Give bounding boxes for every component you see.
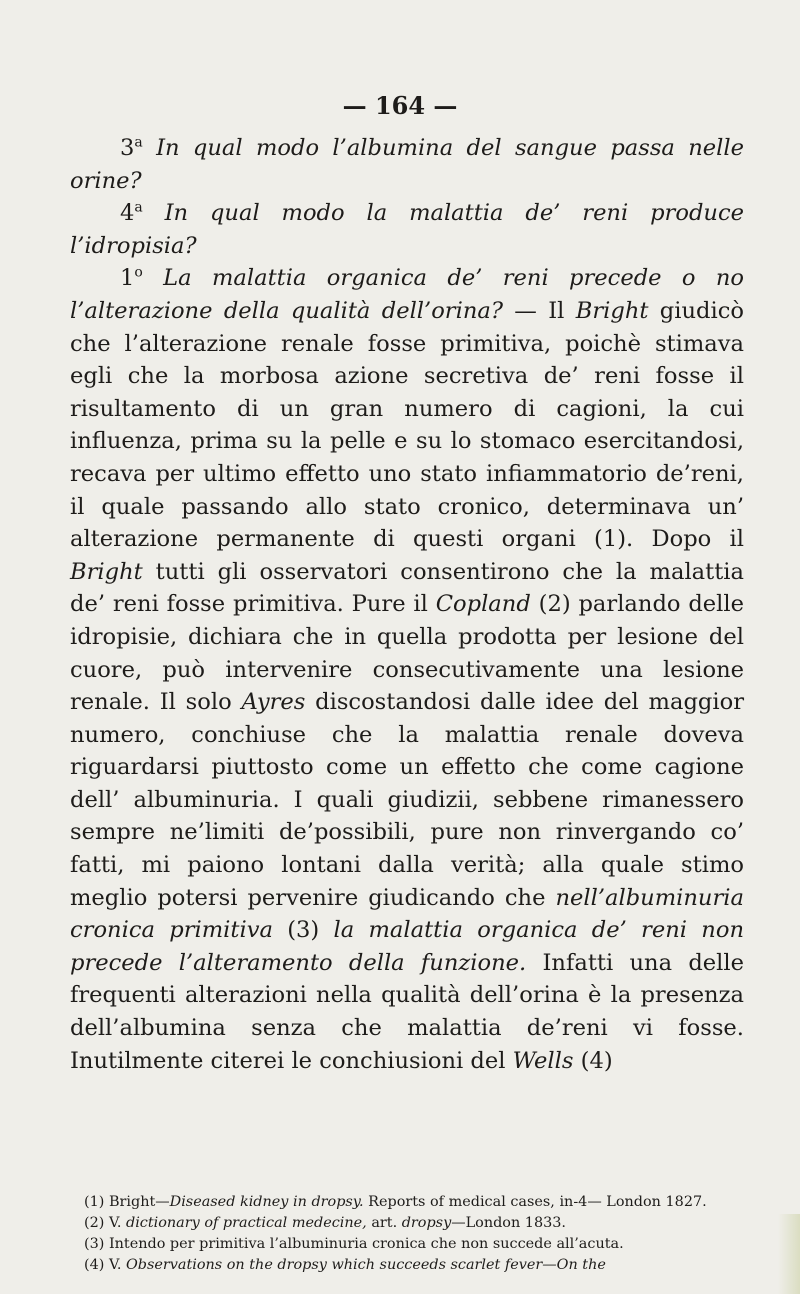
question-3	[70, 132, 744, 197]
footnote-1	[84, 1192, 746, 1213]
paragraph-1-ordinal: o	[134, 264, 143, 281]
footnote-title: dictionary of practical medecine,	[125, 1215, 367, 1231]
question-4-number: 4	[120, 200, 135, 227]
text-run: (4)	[573, 1047, 613, 1074]
author-copland: Copland	[435, 591, 531, 618]
author-ayres: Ayres	[241, 689, 306, 716]
footnote-text: (1) Bright—	[84, 1194, 170, 1210]
text-run: giudicò che l’alterazione renale fosse primitiva, poichè stimava egli che la morbosa azione secretiva de’ reni fosse il risultamento di un gran numero di cagioni, la cui influenza, prima su la pelle e su lo stomaco esercitandosi, recava per ultimo effetto uno stato infiammatorio de’reni, il quale passando allo stato cronico, determinava un’ alterazione permanente di questi organi (1). Dopo il	[70, 297, 744, 553]
paragraph-1-number: 1	[120, 265, 135, 292]
text-run: Infatti una delle frequenti alterazioni nella qualità dell’orina è la presenza dell’albumina senza che malattia de’reni vi fosse. Inutilmente citerei le conchiusioni del	[70, 949, 744, 1074]
page-edge-stain	[778, 1214, 800, 1294]
author-wells: Wells	[512, 1047, 574, 1074]
footnote-text: (2) V.	[84, 1215, 126, 1231]
footnote-text: (4) V.	[84, 1257, 126, 1273]
footnote-title: Diseased kidney in dropsy.	[169, 1194, 364, 1210]
footnote-title: dropsy	[401, 1215, 452, 1231]
text-run: tutti gli osservatori consentirono che la malattia de’ reni fosse primitiva. Pure il	[70, 558, 744, 618]
text-run: discostandosi dalle idee del maggior numero, conchiuse che la malattia renale doveva riguardarsi piuttosto come un effetto che come cagione dell’ albuminuria. I quali giudizii, sebbene rimanessero sempre ne’limiti de’possibili, pure non rinvergando co’ fatti, mi paiono lontani dalla verità; alla quale stimo meglio potersi pervenire giudicando che	[70, 689, 744, 911]
footnote-text: art.	[366, 1215, 402, 1231]
page-number: — 164 —	[342, 91, 458, 120]
main-text	[70, 132, 744, 1077]
author-bright: Bright	[575, 297, 649, 324]
footnote-text: —London 1833.	[451, 1215, 566, 1231]
footnote-title: Observations on the dropsy which succeeds scarlet fever—On the	[125, 1257, 606, 1273]
text-run: — Il	[502, 297, 576, 324]
question-3-number: 3	[120, 135, 135, 161]
text-run: (3)	[272, 917, 334, 944]
footnote-3: (3) Intendo per primitiva l’albuminuria cronica che non succede all’acuta.	[84, 1236, 624, 1252]
footnote-2	[84, 1213, 746, 1234]
text-run: (2) parlando delle idropisie, dichiara che in quella prodotta per lesione del cuore, può intervenire consecutivamente una lesione renale. Il solo	[70, 591, 744, 716]
footnotes	[84, 1192, 746, 1276]
paragraph-1-question: La malattia organica de’ reni precede o no l’alterazione della qualità dell’orina?	[70, 265, 744, 324]
question-4-text: In qual modo la malattia de’ reni produce l’idropisia?	[70, 200, 744, 259]
author-bright: Bright	[70, 558, 143, 585]
question-4	[70, 197, 744, 262]
question-4-ordinal: a	[134, 199, 143, 216]
question-3-text: In qual modo l’albumina del sangue passa nelle orine?	[70, 135, 744, 194]
paragraph-1	[70, 262, 744, 1077]
footnote-4	[84, 1255, 746, 1276]
question-3-ordinal: a	[134, 134, 143, 151]
italic-phrase: la malattia organica de’ reni non precede l’alteramento della funzione.	[70, 917, 744, 976]
footnote-text: Reports of medical cases, in-4— London 1827.	[363, 1194, 707, 1210]
italic-phrase: nell’albuminuria cronica primitiva	[70, 884, 744, 944]
